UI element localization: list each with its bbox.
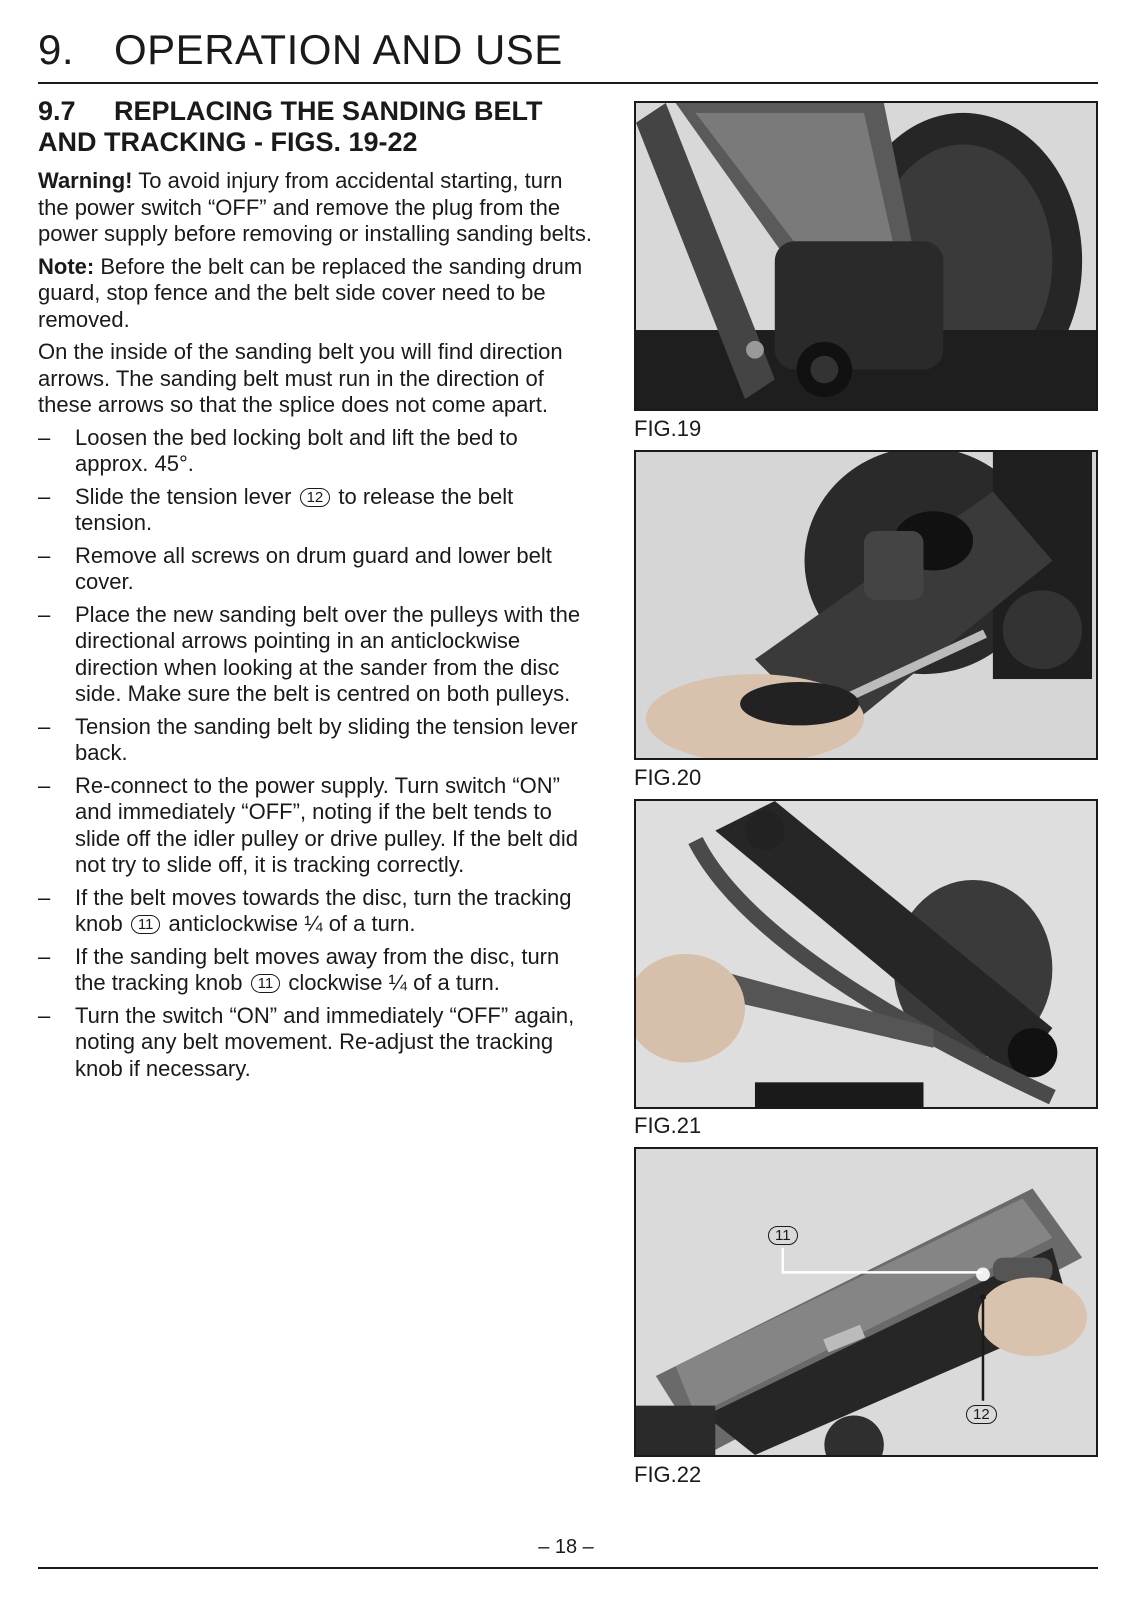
step-text: If the belt moves towards the disc, turn the tracking knob [75, 884, 572, 936]
note-label: Note: [38, 253, 95, 279]
steps-list [38, 425, 594, 1083]
chapter-number: 9. [38, 26, 75, 73]
step-text: anticlockwise ¼ of a turn. [162, 911, 416, 936]
section-number: 9.7 [38, 96, 76, 126]
figure-22-caption: FIG.22 [634, 1462, 702, 1487]
callout-badge: 11 [131, 915, 161, 934]
callout-badge-11: 11 [768, 1226, 798, 1245]
callout-badge: 12 [300, 488, 331, 507]
tracking-knob-tension-lever-illustration [636, 1149, 1096, 1455]
list-item [38, 484, 594, 537]
screwdriver-on-belt-cover-illustration [636, 452, 1096, 758]
sander-belt-drum-illustration [636, 103, 1096, 409]
step-text: Tension the sanding belt by sliding the tension lever back. [75, 713, 578, 765]
note-text: Before the belt can be replaced the sanding drum guard, stop fence and the belt side cover need to be removed. [38, 253, 583, 332]
list-item [38, 773, 594, 879]
step-text: Remove all screws on drum guard and lower belt cover. [75, 542, 552, 594]
figure-21-photo [634, 799, 1098, 1109]
list-item [38, 885, 594, 938]
figure-21-caption: FIG.21 [634, 1113, 702, 1138]
dash: – [38, 713, 51, 739]
step-text: Slide the tension lever [75, 483, 298, 509]
page-title [38, 26, 563, 74]
section-heading [38, 96, 594, 158]
footer-rule [38, 1567, 1098, 1569]
dash: – [38, 601, 51, 627]
warning-paragraph [38, 168, 594, 248]
dash: – [38, 943, 51, 969]
step-text: Place the new sanding belt over the pulleys with the directional arrows pointing in an anticlockwise direction when looking at the sander from the disc side. Make sure the belt is centred on both pulleys. [75, 601, 581, 706]
chapter-title: OPERATION AND USE [114, 26, 563, 73]
header-rule [38, 82, 1098, 84]
section-title-line2: AND TRACKING - FIGS. 19-22 [38, 127, 418, 157]
list-item [38, 543, 594, 596]
figure-20-photo [634, 450, 1098, 760]
list-item [38, 944, 594, 997]
dash: – [38, 1002, 51, 1028]
warning-label: Warning! [38, 168, 133, 193]
step-text: to release the belt tension. [75, 483, 514, 535]
callout-badge-12: 12 [966, 1405, 997, 1424]
list-item [38, 425, 594, 478]
section-title-line1: REPLACING THE SANDING BELT [114, 96, 543, 126]
warning-text: To avoid injury from accidental starting, turn the power switch “OFF” and remove the plug from the power supply before removing or installing sanding belts. [38, 168, 592, 246]
step-text: Turn the switch “ON” and immediately “OFF” again, noting any belt movement. Re-adjust the tracking knob if necessary. [75, 1002, 575, 1081]
step-text: clockwise ¼ of a turn. [282, 970, 500, 995]
figure-19-caption: FIG.19 [634, 416, 702, 441]
intro-paragraph: On the inside of the sanding belt you will find direction arrows. The sanding belt must run in the direction of these arrows so that the splice does not come apart. [38, 339, 563, 417]
note-paragraph [38, 254, 594, 334]
step-text: If the sanding belt moves away from the disc, turn the tracking knob [75, 943, 560, 995]
figure-20-caption: FIG.20 [634, 765, 702, 790]
figure-19-photo [634, 101, 1098, 411]
dash: – [38, 772, 51, 798]
dash: – [38, 483, 51, 509]
dash: – [38, 424, 51, 450]
list-item [38, 1003, 594, 1083]
dash: – [38, 884, 51, 910]
list-item [38, 602, 594, 708]
step-text: Re-connect to the power supply. Turn switch “ON” and immediately “OFF”, noting if the belt tends to slide off the idler pulley or drive pulley. If the belt did not try to slide off, it is tracking correctly. [75, 772, 579, 877]
belt-removal-illustration [636, 801, 1096, 1107]
list-item [38, 714, 594, 767]
figure-22-photo [634, 1147, 1098, 1457]
step-text: Loosen the bed locking bolt and lift the bed to approx. 45°. [75, 424, 518, 476]
instructions-column [38, 96, 594, 1088]
callout-badge: 11 [251, 974, 281, 993]
page-number: – 18 – [538, 1536, 594, 1558]
dash: – [38, 542, 51, 568]
